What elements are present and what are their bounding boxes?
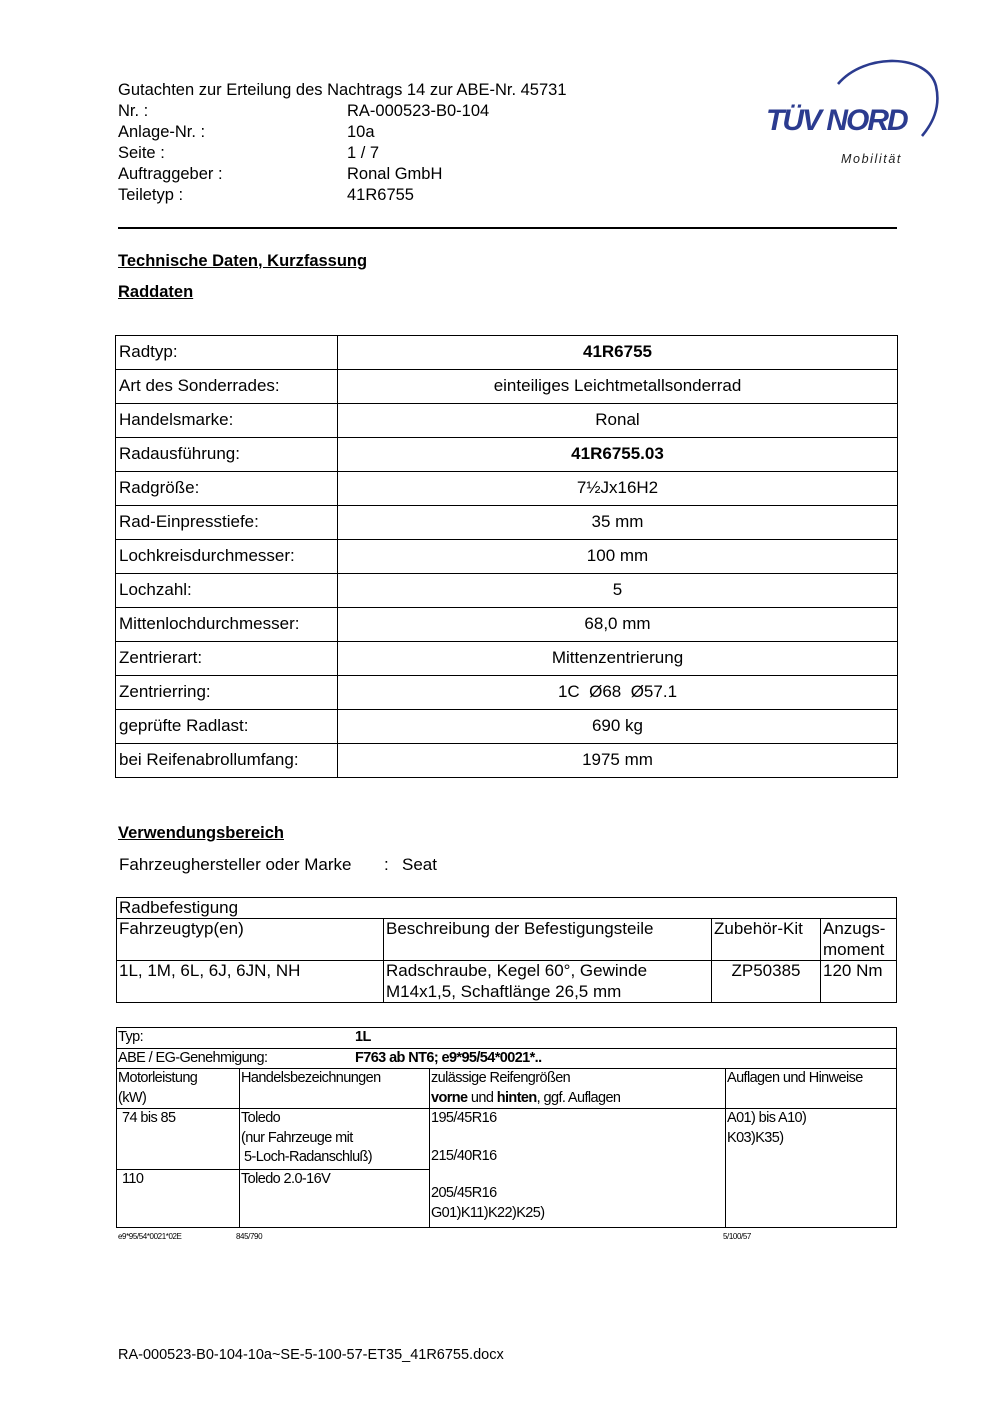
row-label: Rad-Einpresstiefe: xyxy=(116,506,338,540)
header-label: Auftraggeber : xyxy=(118,165,223,183)
logo-brand: TÜV NORD xyxy=(766,104,907,137)
table-row xyxy=(117,1109,897,1170)
table-row xyxy=(116,336,898,370)
section-heading-tech: Technische Daten, Kurzfassung xyxy=(118,252,368,270)
row-value: 41R6755 xyxy=(338,336,898,370)
row-value: 100 mm xyxy=(338,540,898,574)
abe-label: ABE / EG-Genehmigung: xyxy=(118,1049,268,1066)
tyre-size: 205/45R16 xyxy=(431,1185,497,1202)
row-label: Radtyp: xyxy=(116,336,338,370)
engine-power: 74 bis 85 xyxy=(117,1109,240,1170)
header-value: 41R6755 xyxy=(347,186,414,204)
header-line xyxy=(431,1089,724,1109)
usage-line xyxy=(119,855,437,875)
name-line: 5-Loch-Radanschluß) xyxy=(244,1149,373,1166)
header-value: RA-000523-B0-104 xyxy=(347,102,490,120)
section-heading-raddaten: Raddaten xyxy=(118,283,194,301)
typ-label: Typ: xyxy=(118,1029,143,1045)
abe-value: F763 ab NT6; e9*95/54*0021*.. xyxy=(355,1049,542,1066)
header-value: 1 / 7 xyxy=(347,144,380,162)
row-value: 5 xyxy=(338,574,898,608)
header-text: und xyxy=(467,1089,497,1106)
table-row xyxy=(116,438,898,472)
footnote-code: 845/790 xyxy=(236,1232,263,1241)
table-row xyxy=(116,608,898,642)
column-header-torque xyxy=(821,919,897,961)
document-footer-filename: RA-000523-B0-104-10a~SE-5-100-57-ET35_41R6755.docx xyxy=(118,1347,504,1363)
row-value: 1C Ø68 Ø57.1 xyxy=(338,676,898,710)
table-row xyxy=(116,710,898,744)
description-line: Radschraube, Kegel 60°, Gewinde xyxy=(386,961,648,981)
header-value: Ronal GmbH xyxy=(347,165,443,183)
row-value: 35 mm xyxy=(338,506,898,540)
header-line: moment xyxy=(823,939,885,959)
row-value: einteiliges Leichtmetallsonderrad xyxy=(338,370,898,404)
name-line: (nur Fahrzeuge mit xyxy=(241,1129,353,1146)
table-row xyxy=(117,898,897,919)
table-row xyxy=(116,506,898,540)
header-label: Anlage-Nr. : xyxy=(118,123,206,141)
table-header-row xyxy=(117,919,897,961)
usage-separator: : xyxy=(384,855,389,874)
typ-value: 1L xyxy=(355,1029,371,1045)
table-row xyxy=(116,472,898,506)
row-label: geprüfte Radlast: xyxy=(116,710,338,744)
header-line: Anzugs- xyxy=(823,919,886,939)
document-title: Gutachten zur Erteilung des Nachtrags 14 zur ABE-Nr. 45731 xyxy=(118,81,567,99)
row-label: Radgröße: xyxy=(116,472,338,506)
header-label: Teiletyp : xyxy=(118,186,184,204)
table-header-row xyxy=(117,1069,897,1109)
table-row xyxy=(116,744,898,778)
typ-row xyxy=(117,1028,897,1049)
usage-value: Seat xyxy=(402,855,437,874)
header-label: Seite : xyxy=(118,144,165,162)
trade-names xyxy=(240,1109,430,1170)
table-row xyxy=(116,540,898,574)
tuv-nord-logo xyxy=(760,56,940,176)
row-label: Zentrierring: xyxy=(116,676,338,710)
column-header: Beschreibung der Befestigungsteile xyxy=(384,919,712,961)
notes xyxy=(726,1109,897,1228)
header-line: zulässige Reifengrößen xyxy=(431,1070,571,1087)
radbefestigung-table xyxy=(116,897,897,1003)
raddaten-table xyxy=(115,335,898,778)
tyre-size: 195/45R16 xyxy=(431,1110,497,1127)
abe-row xyxy=(117,1048,897,1069)
note-line: K03)K35) xyxy=(727,1129,784,1146)
header-label: Nr. : xyxy=(118,102,149,120)
row-label: Lochzahl: xyxy=(116,574,338,608)
fastener-description xyxy=(384,961,712,1003)
column-header: Handelsbezeichnungen xyxy=(240,1069,430,1109)
trade-names: Toledo 2.0-16V xyxy=(240,1170,430,1228)
logo-subtitle: Mobilität xyxy=(841,152,902,166)
row-label: Zentrierart: xyxy=(116,642,338,676)
engine-power: 110 xyxy=(117,1170,240,1228)
row-value: 41R6755.03 xyxy=(338,438,898,472)
table-row xyxy=(116,370,898,404)
row-label: bei Reifenabrollumfang: xyxy=(116,744,338,778)
row-label: Radausführung: xyxy=(116,438,338,472)
column-header: Auflagen und Hinweise xyxy=(726,1069,897,1109)
vehicle-type-table xyxy=(116,1027,897,1228)
table-row xyxy=(116,574,898,608)
row-value: 690 kg xyxy=(338,710,898,744)
row-label: Handelsmarke: xyxy=(116,404,338,438)
usage-label: Fahrzeughersteller oder Marke xyxy=(119,855,352,874)
header-line: (kW) xyxy=(118,1089,147,1106)
table-row xyxy=(117,1048,897,1069)
tyre-size: 215/40R16 xyxy=(431,1147,497,1164)
column-header-motor xyxy=(117,1069,240,1109)
header-bold: vorne xyxy=(431,1089,468,1106)
column-header-tyres xyxy=(430,1069,726,1109)
header-divider xyxy=(118,227,897,229)
table-row xyxy=(116,404,898,438)
vehicle-types: 1L, 1M, 6L, 6J, 6JN, NH xyxy=(117,961,384,1003)
table-row xyxy=(116,642,898,676)
table-row xyxy=(117,961,897,1003)
row-value: Ronal xyxy=(338,404,898,438)
table-title: Radbefestigung xyxy=(117,898,897,919)
table-row xyxy=(116,676,898,710)
name-line: Toledo xyxy=(241,1110,281,1127)
row-label: Art des Sonderrades: xyxy=(116,370,338,404)
column-header: Fahrzeugtyp(en) xyxy=(117,919,384,961)
header-bold: hinten xyxy=(496,1089,537,1106)
footnote-approval: e9*95/54*0021*02E xyxy=(118,1232,182,1241)
header-line: Motorleistung xyxy=(118,1070,198,1087)
description-line: M14x1,5, Schaftlänge 26,5 mm xyxy=(386,981,622,1001)
row-value: 1975 mm xyxy=(338,744,898,778)
row-value: 7½Jx16H2 xyxy=(338,472,898,506)
header-text: , ggf. Auflagen xyxy=(536,1089,621,1106)
section-heading-verwendung: Verwendungsbereich xyxy=(118,824,284,842)
accessory-kit: ZP50385 xyxy=(712,961,821,1003)
note-line: A01) bis A10) xyxy=(727,1110,807,1127)
column-header: Zubehör-Kit xyxy=(712,919,821,961)
tyre-conditions: G01)K11)K22)K25) xyxy=(431,1204,545,1221)
table-row xyxy=(117,1028,897,1049)
tightening-torque: 120 Nm xyxy=(821,961,897,1003)
header-value: 10a xyxy=(347,123,375,141)
footnote-bolt-pattern: 5/100/57 xyxy=(723,1232,751,1241)
row-label: Mittenlochdurchmesser: xyxy=(116,608,338,642)
tyre-sizes xyxy=(430,1109,726,1228)
row-value: Mittenzentrierung xyxy=(338,642,898,676)
row-label: Lochkreisdurchmesser: xyxy=(116,540,338,574)
row-value: 68,0 mm xyxy=(338,608,898,642)
